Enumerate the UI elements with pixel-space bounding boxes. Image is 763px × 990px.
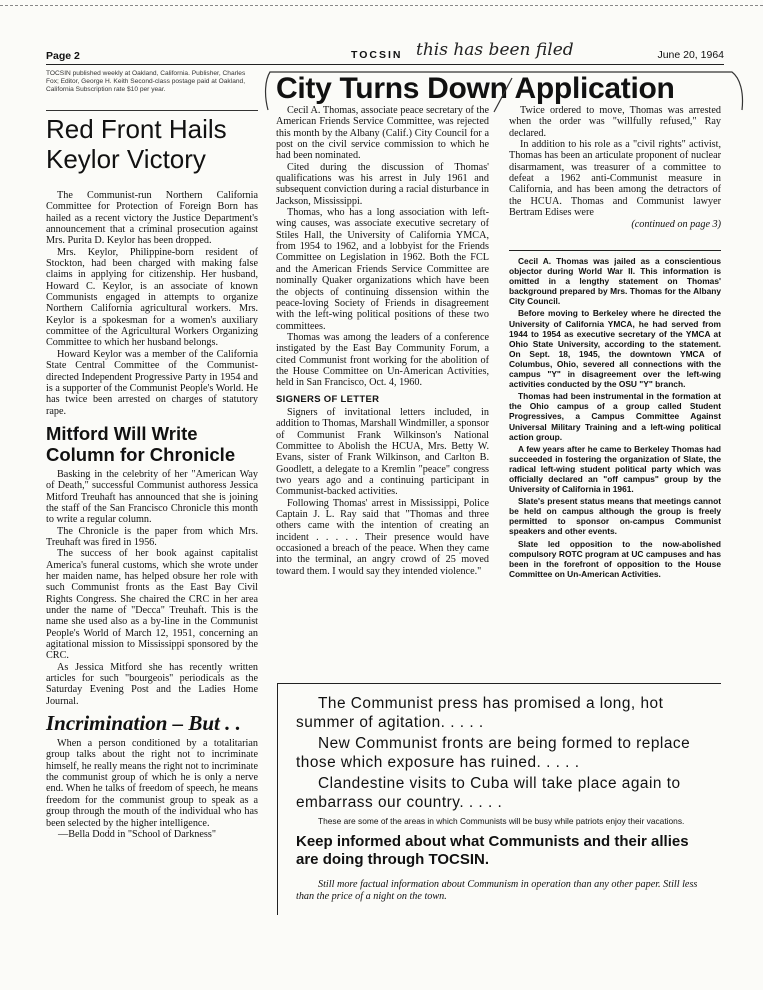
main-paragraph: Cecil A. Thomas, associate peace secretary of the American Friends Service Committee, was rejected this month by the Albany (Calif.) City Council for a post on the civil service commission to which he had been nominated. xyxy=(276,105,489,162)
page-number: Page 2 xyxy=(46,50,80,62)
sidebar-paragraph: Slate's present status means that meetings cannot be held on campus although the group is freely permitted to sponsor on-campus Communist speakers and other events. xyxy=(509,496,721,537)
ad-tagline: Still more factual information about Communism in operation than any other paper. Still less than the price of a night on the town. xyxy=(296,879,698,902)
sidebar-paragraph: Before moving to Berkeley where he directed the University of California YMCA, he had served from 1944 to 1954 as executive secretary of the YMCA at Ohio State University, according to the statement. On Sept. 18, 1945, the downtown YMCA of Columbus, Ohio, severed all connections with the campus "Y" in disagreement over the left-wing activities conducted by the OSU "Y" branch. xyxy=(509,308,721,390)
sidebar-paragraph: Slate led opposition to the now-abolished compulsory ROTC program at UC campuses and has been in the forefront of opposition to the House Committee on Un-American Activities. xyxy=(509,538,721,579)
main-paragraph: In addition to his role as a "civil rights" activist, Thomas has been an articulate proponent of nuclear disarmament, was treasurer of a committee to defeat a 1962 anti-Communist measure in California, and has been among the detractors of the HCUA. Thomas and Communist lawyer Bertram Edises were xyxy=(509,139,721,219)
sidebar-paragraph: Thomas had been instrumental in the formation at the Ohio campus of a group called Student Progressives, a Campus Committee Against Universal Military Training and a left-wing political action group. xyxy=(509,391,721,442)
mitford-paragraph: The Chronicle is the paper from which Mrs. Treuhaft was fired in 1956. xyxy=(46,525,258,548)
ad-call-to-action: Keep informed about what Communists and their allies are doing through TOCSIN. xyxy=(296,833,689,868)
continued-note: (continued on page 3) xyxy=(631,219,721,231)
page-top-edge xyxy=(0,5,763,6)
page-header xyxy=(46,40,724,62)
main-headline: City Turns Down Application xyxy=(276,72,675,105)
left-column xyxy=(46,190,258,840)
ad-line: New Communist fronts are being formed to replace those which exposure has ruined. . . . . xyxy=(296,735,691,771)
ad-line: The Communist press has promised a long, hot summer of agitation. . . . . xyxy=(296,695,664,731)
subscription-ad xyxy=(277,683,721,915)
signers-subhead: SIGNERS OF LETTER xyxy=(276,393,380,405)
right-column xyxy=(509,105,721,231)
main-paragraph: Thomas was among the leaders of a conference instigated by the East Bay Community Forum, a cited Communist front working for the abolition of the House Committee on Un-American Activities, held in San Francisco, Oct. 4, 1960. xyxy=(276,331,489,389)
masthead: TOCSIN published weekly at Oakland, California. Publisher, Charles Fox; Editor, George H. Keith Second-class postage paid at Oakland, California Subscription rate $10 per year. xyxy=(46,70,246,94)
quote-attribution: —Bella Dodd in "School of Darkness" xyxy=(58,828,216,840)
incrimination-headline: Incrimination – But . . xyxy=(46,711,241,736)
keylor-paragraph: Mrs. Keylor, Philippine-born resident of Stockton, had been charged with making false claims in applying for citizenship. Her husband, Howard C. Keylor, is an associate of known Communists engaged in attempts to organize Northern California agricultural workers. Mrs. Keylor is a spokesman for a women's auxiliary committee of the Agricultural Workers Organizing Committee to which her husband belongs. xyxy=(46,246,258,349)
mitford-paragraph: As Jessica Mitford she has recently written articles for such "bourgeois" periodicals as the Saturday Evening Post and the Ladies Home Journal. xyxy=(46,661,258,707)
keylor-paragraph: The Communist-run Northern California Committee for Protection of Foreign Born has hailed as a recent victory the Justice Department's announcement that a criminal prosecution against Mrs. Purita D. Keylor has been dropped. xyxy=(46,190,258,247)
ad-line: Clandestine visits to Cuba will take place again to embarrass our country. . . . . xyxy=(296,775,681,811)
main-paragraph: Cited during the discussion of Thomas' qualifications was his arrest in July 1961 and subsequent conviction during a racial disturbance in Jackson, Mississippi. xyxy=(276,161,489,207)
mitford-headline: Mitford Will Write Column for Chronicle xyxy=(46,422,236,465)
header-rule xyxy=(46,64,724,65)
sidebar-paragraph: A few years after he came to Berkeley Thomas had succeeded in fostering the organization of Slate, the radical left-wing student political party which was officially declared an "off campus" group by the University of California in 1961. xyxy=(509,443,721,495)
thomas-sidebar xyxy=(509,250,721,579)
main-paragraph: Thomas, who has a long association with left-wing causes, was associate executive secretary of Stiles Hall, the University of California YMCA, from 1954 to 1962, and a lobbyist for the Friends Committee on Legislation in 1962. Both the FCL and the American Friends Service Committee are nominally Quaker organizations which have been the objects of continuing dissension within the peace-loving Society of Friends in disagreement with the left-wing political positions of these two committees. xyxy=(276,207,489,332)
main-paragraph: Twice ordered to move, Thomas was arrested when the order was "willfully refused," Ray declared. xyxy=(509,105,721,139)
ad-note: These are some of the areas in which Communists will be busy while patriots enjoy their vacations. xyxy=(318,816,685,826)
paper-name: TOCSIN xyxy=(351,49,403,61)
main-paragraph: Following Thomas' arrest in Mississippi, Police Captain J. L. Ray said that "Thomas and three others came with the intention of creating an incident . . . . . Their presence would have occasioned a breach of the peace. When they came into the terminal, an angry crowd of 25 moved toward them. I would say they intended violence." xyxy=(276,497,489,577)
keylor-headline: Red Front Hails Keylor Victory xyxy=(46,114,227,174)
mitford-paragraph: The success of her book against capitalist America's funeral customs, which she wrote under her maiden name, has helped obsure her role with such Communist fronts as the East Bay Civil Rights Congress. She chaired the CRC in her area under the name of "Decca" Treuhaft. This is the name she used also as a by-line in the Communist People's World of March 12, 1951, concerning an agitational mission to Mississippi sponsored by the CRC. xyxy=(46,548,258,662)
mitford-paragraph: Basking in the celebrity of her "American Way of Death," successful Communist authoress Jessica Mitford Treuhaft has announced that she is joining the staff of the San Francisco Chronicle this month to write a regular column. xyxy=(46,468,258,526)
handwritten-note: this has been filed xyxy=(416,40,574,60)
incrimination-paragraph: When a person conditioned by a totalitarian group talks about the right not to incriminate himself, he really means the right not to incriminate the communist group of which he is only a nerve end. When he talks of freedom of speech, he means freedom for the communist group to speak as a group through the mouth of the individual who has been selected by the higher intelligence. xyxy=(46,738,258,829)
main-paragraph: Signers of invitational letters included, in addition to Thomas, Marshall Windmiller, a sponsor of Communist Frank Wilkinson's National Committee to Abolish the HCUA, Mrs. Betty W. Evans, sister of Frank Wilkinson, and Carlton B. Goodlett, a delegate to a Kremlin "peace" congress two years ago and a continuing participant in Communist-backed activities. xyxy=(276,406,489,498)
masthead-rule xyxy=(46,110,258,111)
issue-date: June 20, 1964 xyxy=(657,49,724,61)
sidebar-paragraph: Cecil A. Thomas was jailed as a conscientious objector during World War II. This information is omitted in a lengthy statement on Thomas' background prepared by Mrs. Thomas for the Albany City Council. xyxy=(509,256,721,307)
keylor-paragraph: Howard Keylor was a member of the California State Central Committee of the Communist-directed Independent Progressive Party in 1954 and is a supporter of the Communist People's World. He has twice been arrested on charges of statutory rape. xyxy=(46,348,258,417)
middle-column xyxy=(276,105,489,577)
